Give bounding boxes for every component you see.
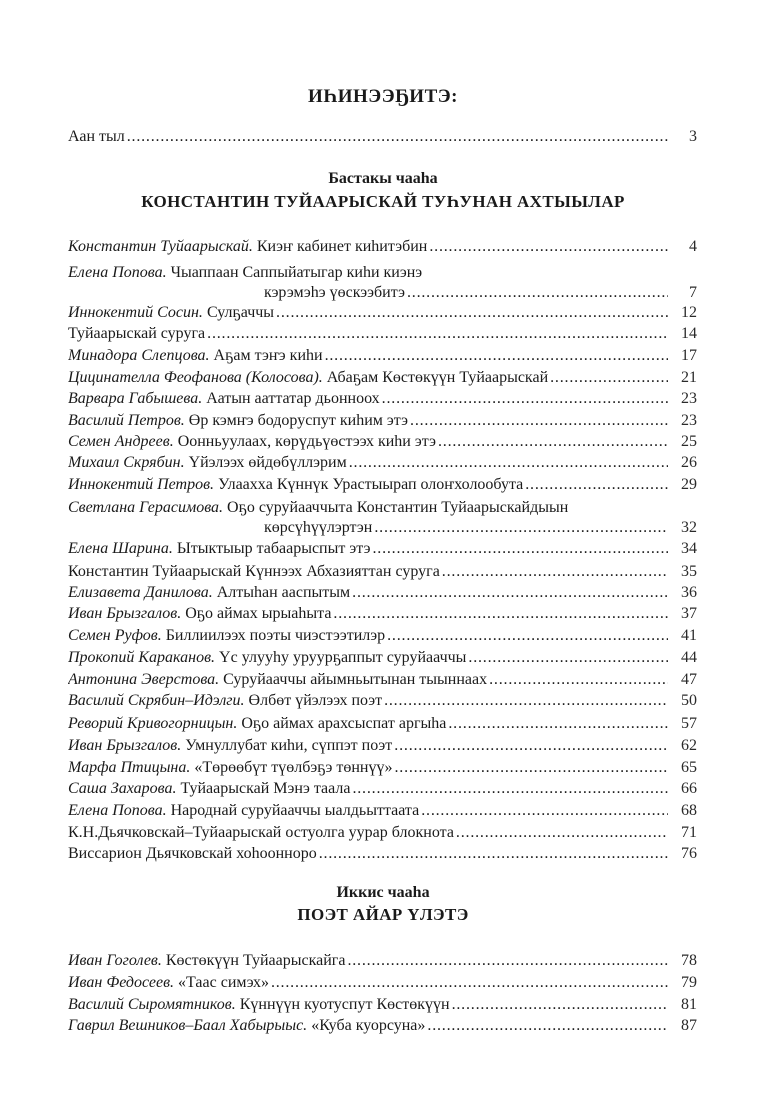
section-title: КОНСТАНТИН ТУЙААРЫСКАЙ ТУҺУНАН АХТЫЫЛАР	[141, 192, 625, 211]
toc-entry	[68, 800, 668, 821]
toc-entry	[68, 972, 668, 993]
toc-entry	[68, 950, 668, 971]
dot-leader	[454, 822, 668, 843]
entry-author: Минадора Слепцова.	[68, 347, 210, 364]
entry-title: Аҕам тэҥэ киһи	[213, 347, 323, 364]
page-number: 21	[681, 369, 697, 386]
page-title: ИҺИНЭЭҔИТЭ:	[308, 86, 458, 107]
entry-author: Василий Сыромятников.	[68, 996, 236, 1013]
toc-entry	[264, 282, 668, 303]
section-label: Иккис чааһа	[336, 884, 430, 901]
entry-title: кэрэмэһэ үөскээбитэ	[264, 284, 405, 301]
dot-leader	[466, 647, 668, 668]
page-number: 12	[681, 304, 697, 321]
toc-entry	[68, 822, 668, 843]
page-number: 25	[681, 433, 697, 450]
entry-author: Иннокентий Сосин.	[68, 304, 203, 321]
page-number: 26	[681, 454, 697, 471]
dot-leader	[392, 757, 668, 778]
entry-title: Аатын ааттатар дьонноох	[206, 390, 380, 407]
dot-leader	[405, 282, 668, 303]
dot-leader	[372, 517, 668, 538]
page-number: 7	[689, 284, 697, 301]
dot-leader	[345, 950, 668, 971]
entry-title: Улааххa Күннүк Урастыырап олоҥхолообута	[218, 476, 524, 493]
entry-author: Елизавета Данилова.	[68, 584, 213, 601]
toc-entry	[68, 236, 668, 257]
entry-title: Народнай суруйааччы ыалдьыттаата	[170, 802, 420, 819]
entry-author: Семен Руфов.	[68, 627, 162, 644]
dot-leader	[446, 713, 668, 734]
entry-author: Антонина Эверстова.	[68, 671, 220, 688]
page-number: 81	[681, 996, 697, 1013]
entry-title: Оҕо аймах арахсыспат аргыһа	[241, 715, 447, 732]
toc-entry	[68, 538, 668, 559]
toc-entry	[68, 561, 668, 582]
toc-entry	[68, 388, 668, 409]
entry-author: Реворий Кривогорницын.	[68, 715, 238, 732]
toc-entry	[68, 757, 668, 778]
entry-author: Прокопий Караканов.	[68, 649, 216, 666]
entry-author: Светлана Герасимова.	[68, 499, 224, 516]
entry-title: көрсүһүүлэртэн	[264, 519, 373, 536]
page-number: 29	[681, 476, 697, 493]
entry-title: Алтыһан ааспытым	[216, 584, 351, 601]
entry-title: Туйаарыскай Мэнэ таала	[180, 780, 351, 797]
entry-title: Оонньуулаах, көрүдьүөстээх киһи этэ	[177, 433, 436, 450]
page-number: 79	[681, 974, 697, 991]
page-number: 87	[681, 1017, 697, 1034]
entry-title: «Таас симэх»	[178, 974, 269, 991]
entry-title: Биллиилээх поэты чиэстээтилэр	[165, 627, 386, 644]
entry-author: Иннокентий Петров.	[68, 476, 215, 493]
entry-title: К.Н.Дьячковскай–Туйаарыскай остуолга уурар блокнота	[68, 824, 454, 841]
dot-leader	[487, 669, 668, 690]
dot-leader	[274, 302, 668, 323]
toc-entry	[68, 323, 668, 344]
entry-title: Оҕо суруйааччыта Константин Туйаарыскайдыын	[227, 499, 569, 516]
page-number: 17	[681, 347, 697, 364]
entry-author: Елена Шарина.	[68, 540, 173, 557]
entry-author: Иван Брызгалов.	[68, 605, 182, 622]
toc-entry	[68, 367, 668, 388]
entry-title: Өлбөт үйэлээх поэт	[248, 692, 383, 709]
page-number: 23	[681, 390, 697, 407]
page-number: 57	[681, 715, 697, 732]
entry-title: Виссарион Дьячковскай хоһоонноро	[68, 845, 317, 862]
toc-entry	[68, 669, 668, 690]
dot-leader	[269, 972, 668, 993]
dot-leader	[408, 410, 668, 431]
entry-author: Гаврил Вешников–Баал Хабырыыс.	[68, 1017, 308, 1034]
dot-leader	[419, 800, 668, 821]
page-number: 78	[681, 952, 697, 969]
toc-entry	[264, 517, 668, 538]
entry-author: Иван Федосеев.	[68, 974, 175, 991]
page-number: 41	[681, 627, 697, 644]
page-number: 71	[681, 824, 697, 841]
dot-leader	[425, 1015, 668, 1036]
page-number: 32	[681, 519, 697, 536]
page-number: 36	[681, 584, 697, 601]
dot-leader	[347, 452, 668, 473]
entry-title: Абаҕам Көстөкүүн Туйаарыскай	[326, 369, 549, 386]
entry-title: Киэҥ кабинет киһитэбин	[256, 238, 428, 255]
page-number: 50	[681, 692, 697, 709]
toc-entry	[68, 735, 668, 756]
dot-leader	[205, 323, 668, 344]
entry-author: Константин Туйаарыскай.	[68, 238, 253, 255]
entry-title: Ытыктыыр табаарыспыт этэ	[176, 540, 371, 557]
toc-entry	[68, 843, 668, 864]
toc-entry	[68, 582, 668, 603]
entry-title: Сулҕаччы	[206, 304, 275, 321]
page-number: 68	[681, 802, 697, 819]
entry-author: Михаил Скрябин.	[68, 454, 185, 471]
toc-entry	[68, 713, 668, 734]
entry-title: Үс улууһу уруурҕаппыт суруйааччы	[219, 649, 467, 666]
dot-leader	[350, 778, 668, 799]
toc-entry	[68, 994, 668, 1015]
dot-leader	[125, 126, 668, 147]
dot-leader	[370, 538, 668, 559]
dot-leader	[523, 474, 668, 495]
entry-author: Варвара Габышева.	[68, 390, 203, 407]
entry-author: Елена Попова.	[68, 264, 167, 281]
dot-leader	[450, 994, 668, 1015]
entry-author: Марфа Птицына.	[68, 759, 191, 776]
page-number: 35	[681, 563, 697, 580]
entry-author: Семен Андреев.	[68, 433, 174, 450]
dot-leader	[317, 843, 668, 864]
toc-entry	[68, 302, 668, 323]
dot-leader	[436, 431, 668, 452]
page-number: 66	[681, 780, 697, 797]
section-label: Бастакы чааһа	[328, 170, 438, 187]
entry-title: Аан тыл	[68, 128, 125, 145]
page-number: 4	[689, 238, 697, 255]
entry-title: Оҕо аймах ырыаһыта	[185, 605, 332, 622]
toc-entry	[68, 690, 668, 711]
page-number: 65	[681, 759, 697, 776]
entry-author: Цицинателла Феофанова (Колосова).	[68, 369, 323, 386]
dot-leader	[382, 690, 668, 711]
entry-author: Саша Захарова.	[68, 780, 177, 797]
page-number: 3	[689, 128, 697, 145]
entry-title: Үйэлээх өйдөбүллэрим	[188, 454, 347, 471]
dot-leader	[392, 735, 668, 756]
entry-title: Суруйааччы айымньытынан тыыннаах	[223, 671, 488, 688]
page-number: 44	[681, 649, 697, 666]
toc-entry	[68, 778, 668, 799]
entry-author: Иван Брызгалов.	[68, 737, 182, 754]
toc-entry	[68, 625, 668, 646]
entry-title: Умнуллубат киһи, сүппэт поэт	[185, 737, 393, 754]
toc-entry	[68, 474, 668, 495]
page-number: 14	[681, 325, 697, 342]
section-title: ПОЭТ АЙАР ҮЛЭТЭ	[297, 905, 469, 924]
dot-leader	[323, 345, 668, 366]
dot-leader	[427, 236, 668, 257]
dot-leader	[385, 625, 668, 646]
toc-entry	[68, 410, 668, 431]
entry-title: Константин Туйаарыскай Күннээх Абхазияттан суруга	[68, 563, 440, 580]
dot-leader	[350, 582, 668, 603]
entry-author: Елена Попова.	[68, 802, 167, 819]
dot-leader	[548, 367, 668, 388]
page-number: 47	[681, 671, 697, 688]
entry-title: Туйаарыскай суруга	[68, 325, 206, 342]
entry-author: Василий Скрябин–Идэлги.	[68, 692, 245, 709]
toc-entry	[68, 431, 668, 452]
toc-entry	[68, 647, 668, 668]
toc-entry-intro	[68, 126, 668, 147]
entry-title: «Куба куорсуна»	[311, 1017, 426, 1034]
toc-entry	[68, 1015, 668, 1036]
entry-title: Өр кэмҥэ бодоруспут киһим этэ	[188, 412, 409, 429]
entry-title: Чыаппаан Саппыйатыгар киһи киэнэ	[170, 264, 423, 281]
toc-entry	[68, 497, 668, 518]
page-number: 23	[681, 412, 697, 429]
toc-entry	[68, 262, 668, 283]
page-number: 37	[681, 605, 697, 622]
entry-title: Көстөкүүн Туйаарыскайга	[165, 952, 346, 969]
dot-leader	[440, 561, 668, 582]
page-number: 76	[681, 845, 697, 862]
entry-author: Василий Петров.	[68, 412, 185, 429]
page-number: 34	[681, 540, 697, 557]
toc-entry	[68, 345, 668, 366]
toc-entry	[68, 603, 668, 624]
entry-title: «Төрөөбүт түөлбэҕэ төннүү»	[194, 759, 393, 776]
dot-leader	[380, 388, 668, 409]
entry-author: Иван Гоголев.	[68, 952, 162, 969]
page-number: 62	[681, 737, 697, 754]
entry-title: Күннүүн куотуспут Көстөкүүн	[239, 996, 450, 1013]
dot-leader	[331, 603, 668, 624]
toc-entry	[68, 452, 668, 473]
